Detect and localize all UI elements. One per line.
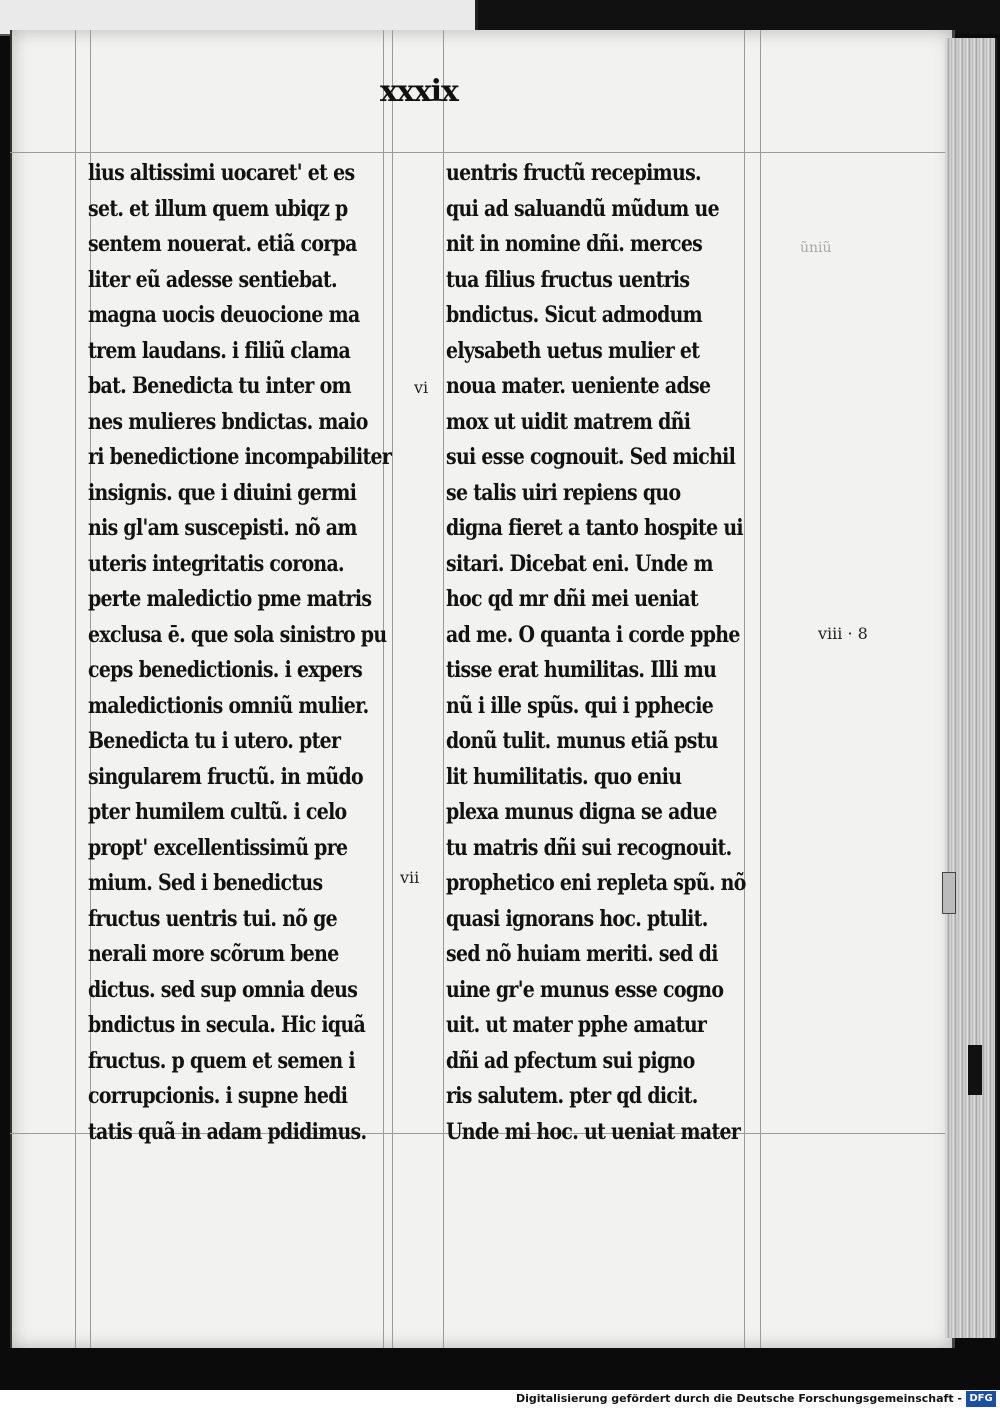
text-line: pter humilem cultũ. i celo: [88, 799, 347, 825]
ruling-line: [443, 30, 444, 1348]
text-line: sitari. Dicebat eni. Unde m: [446, 550, 713, 577]
text-line: uit. ut mater pphe amatur: [446, 1012, 707, 1038]
text-line: fructus. p quem et semen i: [88, 1047, 355, 1074]
funding-credit: Digitalisierung gefördert durch die Deutsche Forschungsgemeinschaft -: [515, 1392, 962, 1405]
text-line: donũ tulit. munus etiã pstu: [446, 728, 718, 754]
text-line: plexa munus digna se adue: [446, 799, 717, 825]
text-line: ri benedictione incompabiliter: [88, 444, 392, 470]
text-line: nit in nomine dñi. merces: [446, 231, 703, 257]
text-line: Unde mi hoc. ut ueniat mater: [446, 1118, 741, 1145]
marginal-note-viii: viii · 8: [818, 624, 868, 643]
text-line: propt' excellentissimũ pre: [88, 834, 348, 861]
marginal-note-faint: ũniũ: [800, 240, 832, 256]
text-line: sentem nouerat. etiã corpa: [88, 231, 357, 257]
ruling-line: [75, 30, 76, 1348]
text-line: bat. Benedicta tu inter om: [88, 373, 351, 399]
page-tab-marker: [942, 872, 956, 914]
text-line: ris salutem. pter qd dicit.: [446, 1083, 698, 1109]
text-line: singularem fructũ. in mũdo: [88, 763, 363, 790]
text-line: digna fieret a tanto hospite ui: [446, 515, 743, 541]
text-line: uteris integritatis corona.: [88, 550, 344, 577]
text-line: dñi ad pfectum sui pigno: [446, 1047, 695, 1074]
text-line: nes mulieres bndictas. maio: [88, 408, 368, 435]
text-line: bndictus in secula. Hic iquã: [88, 1012, 366, 1038]
text-line: lius altissimi uocaret' et es: [88, 160, 355, 186]
text-line: mium. Sed i benedictus: [88, 870, 323, 896]
text-line: tisse erat humilitas. Illi mu: [446, 657, 717, 683]
text-line: ad me. O quanta i corde pphe: [446, 621, 740, 648]
text-line: mox ut uidit matrem dñi: [446, 408, 691, 435]
text-line: qui ad saluandũ mũdum ue: [446, 195, 719, 222]
text-line: uine gr'e munus esse cogno: [446, 976, 724, 1003]
text-line: liter eũ adesse sentiebat.: [88, 266, 337, 293]
text-line: insignis. que i diuini germi: [88, 479, 357, 506]
text-line: quasi ignorans hoc. ptulit.: [446, 905, 708, 932]
text-line: nũ i ille spũs. qui i pphecie: [446, 692, 714, 719]
text-line: tua filius fructus uentris: [446, 266, 690, 293]
folio-number: xxxix: [380, 74, 458, 109]
marginal-note-vi: vi: [414, 378, 429, 397]
text-line: sed nõ huiam meriti. sed di: [446, 941, 718, 967]
text-line: magna uocis deuocione ma: [88, 302, 360, 328]
text-line: perte maledictio pme matris: [88, 586, 372, 612]
ruling-line: [10, 152, 945, 153]
text-line: prophetico eni repleta spũ. nõ: [446, 870, 746, 896]
text-line: tatis quã in adam pdidimus.: [88, 1118, 367, 1145]
text-line: lit humilitatis. quo eniu: [446, 763, 682, 790]
text-line: elysabeth uetus mulier et: [446, 337, 700, 364]
text-line: uentris fructũ recepimus.: [446, 160, 701, 186]
text-line: se talis uiri repiens quo: [446, 479, 681, 506]
text-line: sui esse cognouit. Sed michil: [446, 444, 736, 470]
text-line: trem laudans. i filiũ clama: [88, 337, 351, 364]
binding-clasp: [968, 1045, 982, 1095]
text-line: nis gl'am suscepisti. nõ am: [88, 515, 357, 541]
text-line: exclusa ē. que sola sinistro pu: [88, 621, 387, 648]
text-line: dictus. sed sup omnia deus: [88, 976, 358, 1003]
text-line: maledictionis omniũ mulier.: [88, 692, 369, 719]
text-line: nerali more scõrum bene: [88, 941, 339, 967]
text-line: bndictus. Sicut admodum: [446, 302, 703, 328]
text-line: fructus uentris tui. nõ ge: [88, 905, 338, 932]
marginal-note-vii: vii: [400, 868, 420, 887]
page-edges: [945, 38, 997, 1338]
dfg-logo: DFG: [966, 1391, 996, 1407]
right-text-column: [446, 156, 776, 1150]
text-line: tu matris dñi sui recognouit.: [446, 834, 732, 861]
text-line: corrupcionis. i supne hedi: [88, 1083, 348, 1109]
text-line: ceps benedictionis. i expers: [88, 657, 363, 683]
footer-bar: [0, 1390, 1000, 1410]
top-binding-edge: [470, 0, 1000, 34]
left-text-column: [88, 156, 418, 1150]
text-line: set. et illum quem ubiqz p: [88, 195, 348, 222]
text-line: Benedicta tu i utero. pter: [88, 728, 341, 754]
text-line: hoc qd mr dñi mei ueniat: [446, 586, 698, 612]
text-line: noua mater. ueniente adse: [446, 373, 711, 399]
